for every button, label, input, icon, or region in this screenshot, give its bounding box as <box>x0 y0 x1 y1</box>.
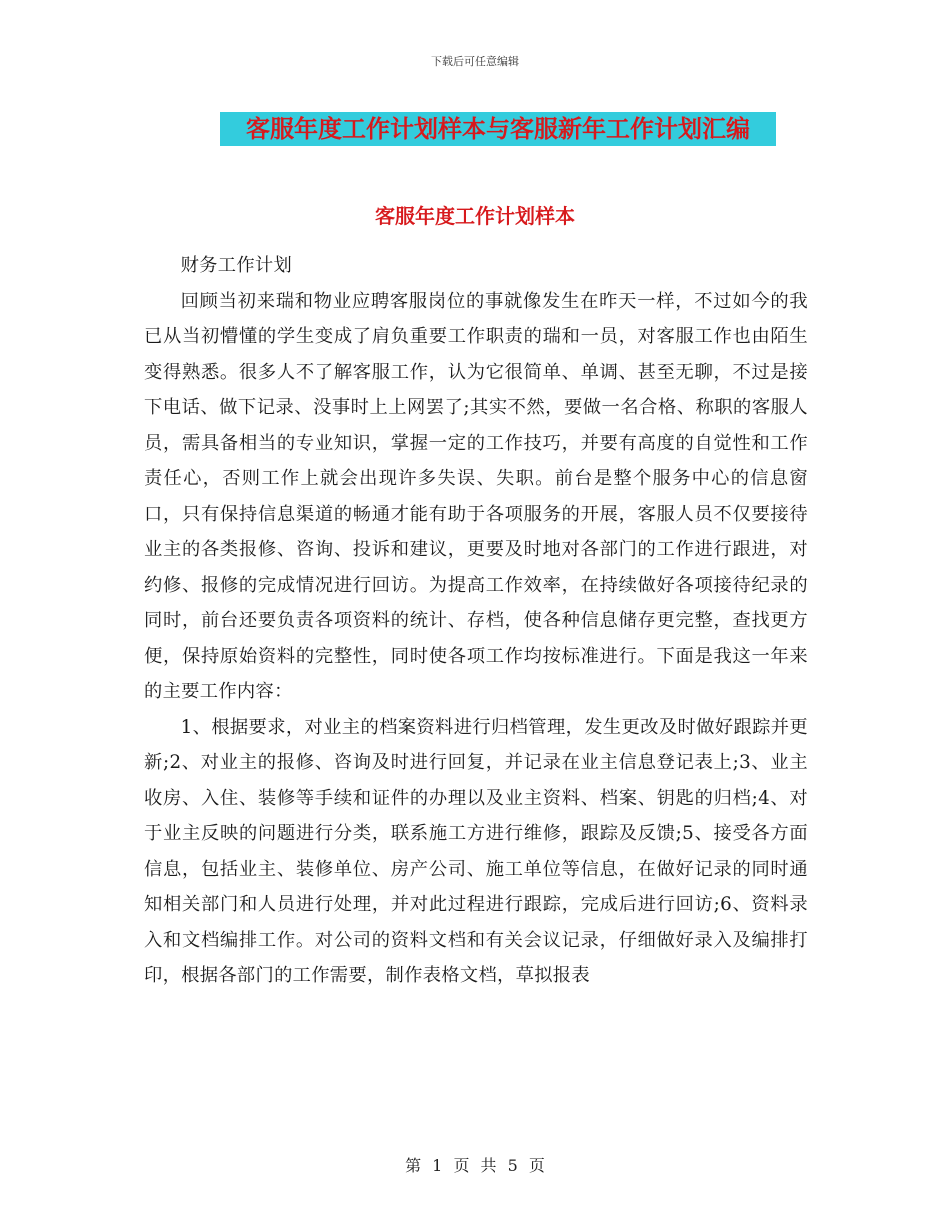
section-title: 客服年度工作计划样本 <box>375 204 575 228</box>
header-note: 下载后可任意编辑 <box>431 55 519 68</box>
paragraph: 回顾当初来瑞和物业应聘客服岗位的事就像发生在昨天一样，不过如今的我已从当初懵懂的学生变成了肩负重要工作职责的瑞和一员，对客服工作也由陌生变得熟悉。很多人不了解客服工作，认为它很简单、单调、甚至无聊，不过是接下电话、做下记录、没事时上上网罢了;其实不然，要做一名合格、称职的客服人员，需具备相当的专业知识，掌握一定的工作技巧，并要有高度的自觉性和工作责任心，否则工作上就会出现许多失误、失职。前台是整个服务中心的信息窗口，只有保持信息渠道的畅通才能有助于各项服务的开展，客服人员不仅要接待业主的各类报修、咨询、投诉和建议，更要及时地对各部门的工作进行跟进，对约修、报修的完成情况进行回访。为提高工作效率，在持续做好各项接待纪录的同时，前台还要负责各项资料的统计、存档，使各种信息储存更完整，查找更方便，保持原始资料的完整性，同时使各项工作均按标准进行。下面是我这一年来的主要工作内容： <box>144 290 808 702</box>
paragraph: 1、根据要求，对业主的档案资料进行归档管理，发生更改及时做好跟踪并更新;2、对业主的报修、咨询及时进行回复，并记录在业主信息登记表上;3、业主收房、入住、装修等手续和证件的办理以及业主资料、档案、钥匙的归档;4、对于业主反映的问题进行分类，联系施工方进行维修，跟踪及反馈;5、接受各方面信息，包括业主、装修单位、房产公司、施工单位等信息，在做好记录的同时通知相关部门和人员进行处理，并对此过程进行跟踪，完成后进行回访;6、资料录入和文档编排工作。对公司的资料文档和有关会议记录，仔细做好录入及编排打印，根据各部门的工作需要，制作表格文档，草拟报表 <box>144 716 808 986</box>
page-footer: 第 1 页 共 5 页 <box>405 1156 545 1175</box>
paragraph-heading: 财务工作计划 <box>180 255 293 276</box>
document-body <box>144 248 808 994</box>
document-title: 客服年度工作计划样本与客服新年工作计划汇编 <box>220 112 776 146</box>
